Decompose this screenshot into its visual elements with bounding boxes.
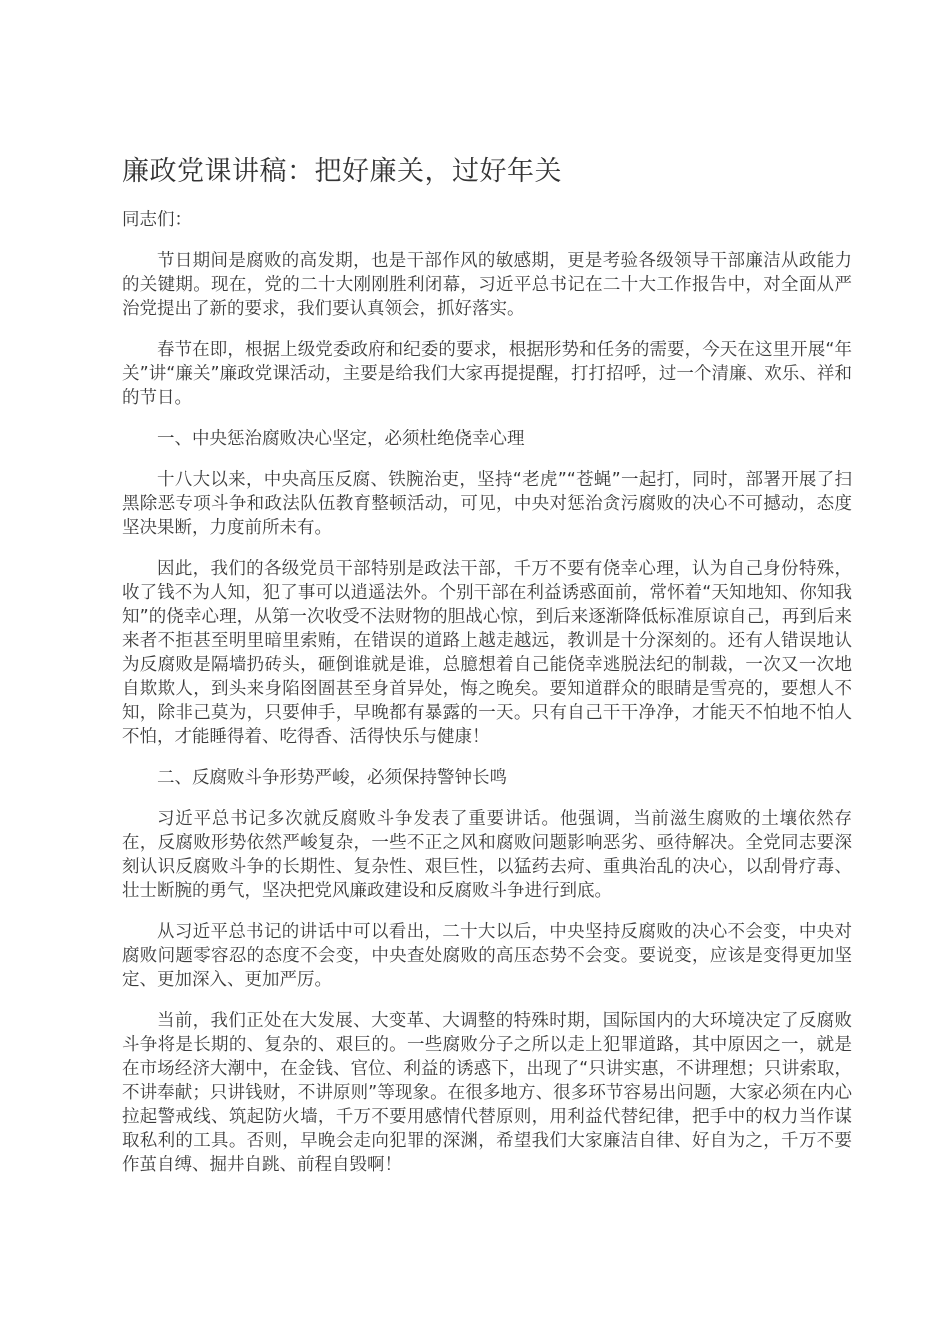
paragraph: 十八大以来，中央高压反腐、铁腕治吏，坚持“老虎”“苍蝇”一起打，同时，部署开展了扫黑除恶专项斗争和政法队伍教育整顿活动，可见，中央对惩治贪污腐败的决心不可撼动，态度坚决果断，力度前所未有。 xyxy=(122,470,852,538)
paragraph: 春节在即，根据上级党委政府和纪委的要求，根据形势和任务的需要，今天在这里开展“年关”讲“廉关”廉政党课活动，主要是给我们大家再提提醒，打打招呼，过一个清廉、欢乐、祥和的节日。 xyxy=(122,340,852,408)
document-title: 廉政党课讲稿：把好廉关，过好年关 xyxy=(122,156,562,187)
document-page xyxy=(122,150,852,1194)
section-heading: 一、中央惩治腐败决心坚定，必须杜绝侥幸心理 xyxy=(157,429,525,449)
salutation: 同志们： xyxy=(122,210,192,230)
paragraph: 习近平总书记多次就反腐败斗争发表了重要讲话。他强调，当前滋生腐败的土壤依然存在，反腐败形势依然严峻复杂，一些不正之风和腐败问题影响恶劣、亟待解决。全党同志要深刻认识反腐败斗争的长期性、复杂性、艰巨性，以猛药去疴、重典治乱的决心，以刮骨疗毒、壮士断腕的勇气，坚决把党风廉政建设和反腐败斗争进行到底。 xyxy=(122,809,852,901)
paragraph: 因此，我们的各级党员干部特别是政法干部，千万不要有侥幸心理，认为自己身份特殊，收了钱不为人知，犯了事可以逍遥法外。个别干部在利益诱惑面前，常怀着“天知地知、你知我知”的侥幸心理，从第一次收受不法财物的胆战心惊，到后来逐渐降低标准原谅自己，再到后来来者不拒甚至明里暗里索贿，在错误的道路上越走越远，教训是十分深刻的。还有人错误地认为反腐败是隔墙扔砖头，砸倒谁就是谁，总臆想着自己能侥幸逃脱法纪的制裁，一次又一次地自欺欺人，到头来身陷囹圄甚至身首异处，悔之晚矣。要知道群众的眼睛是雪亮的，要想人不知，除非己莫为，只要伸手，早晚都有暴露的一天。只有自己干干净净，才能天不怕地不怕人不怕，才能睡得着、吃得香、活得快乐与健康！ xyxy=(122,559,852,747)
section-heading: 二、反腐败斗争形势严峻，必须保持警钟长鸣 xyxy=(157,768,507,788)
paragraph: 从习近平总书记的讲话中可以看出，二十大以后，中央坚持反腐败的决心不会变，中央对腐败问题零容忍的态度不会变，中央查处腐败的高压态势不会变。要说变，应该是变得更加坚定、更加深入、更加严厉。 xyxy=(122,922,852,990)
document-body xyxy=(122,249,852,1177)
paragraph: 当前，我们正处在大发展、大变革、大调整的特殊时期，国际国内的大环境决定了反腐败斗争将是长期的、复杂的、艰巨的。一些腐败分子之所以走上犯罪道路，其中原因之一，就是在市场经济大潮中，在金钱、官位、利益的诱惑下，出现了“只讲实惠，不讲理想；只讲索取，不讲奉献；只讲钱财，不讲原则”等现象。在很多地方、很多环节容易出问题，大家必须在内心拉起警戒线、筑起防火墙，千万不要用感情代替原则，用利益代替纪律，把手中的权力当作谋取私利的工具。否则，早晚会走向犯罪的深渊，希望我们大家廉洁自律、好自为之，千万不要作茧自缚、掘井自跳、前程自毁啊！ xyxy=(122,1011,852,1175)
paragraph: 节日期间是腐败的高发期，也是干部作风的敏感期，更是考验各级领导干部廉洁从政能力的关键期。现在，党的二十大刚刚胜利闭幕，习近平总书记在二十大工作报告中，对全面从严治党提出了新的要求，我们要认真领会，抓好落实。 xyxy=(122,251,852,319)
